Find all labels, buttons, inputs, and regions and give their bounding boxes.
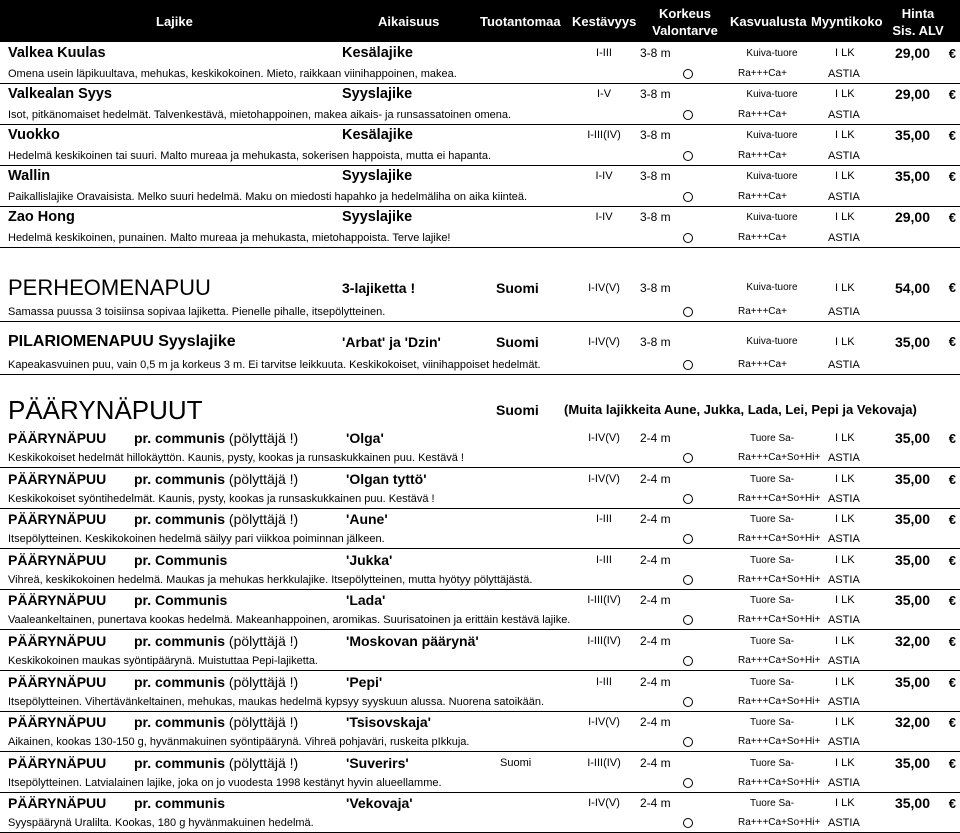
- container-type: ASTIA: [828, 776, 860, 789]
- hardiness-zone: I-III(IV): [587, 756, 621, 769]
- light-requirement-circle-icon: [683, 818, 693, 828]
- sale-size: I LK: [835, 553, 855, 566]
- tree-height: 3-8 m: [640, 169, 671, 183]
- fertilizer-code: Ra+++Ca+So+Hi+: [738, 736, 821, 748]
- origin-country: Suomi: [500, 756, 532, 769]
- pear-row: [0, 469, 960, 490]
- description-row: [0, 773, 960, 793]
- soil-type: Kuiva-tuore: [746, 212, 798, 223]
- species-latin: pr. communis: [134, 673, 226, 690]
- pear-row: [0, 550, 960, 571]
- price: 29,00: [894, 45, 930, 61]
- cultivar-name: 'Tsisovskaja': [346, 714, 432, 731]
- euro-sign: €: [948, 46, 956, 61]
- container-type: ASTIA: [828, 817, 860, 830]
- hardiness-zone: I-III(IV): [587, 129, 621, 141]
- price: 35,00: [894, 511, 930, 528]
- origin-country: Suomi: [496, 334, 539, 350]
- pollinator-note: (pölyttäjä !): [225, 430, 299, 446]
- container-type: ASTIA: [828, 655, 860, 667]
- cultivar-name: 'Pepi': [346, 673, 383, 690]
- soil-type: Tuore Sa-: [749, 595, 795, 607]
- header-korkeus: Korkeus: [658, 6, 712, 21]
- description: Omena usein läpikuultava, mehukas, keskikokoinen. Mieto, raikkaan viinihappoinen, makea.: [8, 68, 457, 80]
- light-requirement-circle-icon: [683, 69, 693, 79]
- tree-height: 3-8 m: [640, 281, 671, 295]
- description: Vaaleankeltainen, punertava kookas hedelmä. Makeanhappoinen, aromikas. Suurisatoinen ja erittäin kestävä lajike.: [8, 614, 571, 627]
- soil-type: Tuore Sa-: [749, 514, 795, 526]
- hardiness-zone: I-IV(V): [588, 797, 620, 810]
- light-requirement-circle-icon: [683, 697, 693, 707]
- hardiness-zone: I-IV(V): [588, 472, 620, 485]
- price: 32,00: [894, 714, 930, 731]
- description-row: [0, 610, 960, 630]
- pear-row: [0, 793, 960, 814]
- hardiness-zone: I-III: [596, 513, 612, 526]
- container-type: ASTIA: [828, 695, 860, 708]
- soil-type: Kuiva-tuore: [746, 282, 798, 293]
- pollinator-note: (pölyttäjä !): [225, 633, 299, 649]
- light-requirement-circle-icon: [683, 151, 693, 161]
- species-latin: pr. communis: [134, 470, 226, 487]
- cultivar-name: 'Vekovaja': [346, 795, 413, 812]
- tree-type: PÄÄRYNÄPUU: [8, 795, 107, 812]
- species-name: [134, 590, 227, 611]
- price: 35,00: [894, 168, 930, 184]
- species-name: [134, 712, 298, 733]
- species-name: [134, 631, 298, 652]
- sale-size: I LK: [835, 756, 855, 769]
- tree-height: 2-4 m: [640, 715, 671, 730]
- table-header: [0, 0, 960, 42]
- pear-row: [0, 509, 960, 530]
- hardiness-zone: I-III(IV): [587, 594, 621, 607]
- fertilizer-code: Ra+++Ca+: [738, 109, 787, 120]
- sale-size: I LK: [835, 336, 855, 348]
- container-type: ASTIA: [828, 573, 860, 586]
- description: Samassa puussa 3 toisiinsa sopivaa lajiketta. Pienelle pihalle, itsepölytteinen.: [8, 306, 386, 318]
- euro-sign: €: [948, 87, 956, 102]
- euro-sign: €: [948, 715, 956, 731]
- light-requirement-circle-icon: [683, 575, 693, 585]
- container-type: ASTIA: [828, 150, 860, 162]
- species-latin: pr. communis: [134, 511, 226, 528]
- pollinator-note: (pölyttäjä !): [225, 754, 299, 771]
- header-kestavyys: Kestävyys: [572, 14, 637, 29]
- price: 29,00: [894, 86, 930, 102]
- tree-height: 2-4 m: [640, 471, 671, 486]
- description: Kapeakasvuinen puu, vain 0,5 m ja korkeus 3 m. Ei tarvitse leikkuuta. Keskikokoiset, viinihappoiset hedelmät.: [8, 359, 541, 371]
- light-requirement-circle-icon: [683, 737, 693, 747]
- description-row: [0, 570, 960, 590]
- variety-name: Vuokko: [8, 127, 60, 143]
- soil-type: Tuore Sa-: [749, 757, 795, 769]
- light-requirement-circle-icon: [683, 453, 693, 463]
- price: 35,00: [894, 430, 930, 446]
- season-type: Syyslajike: [342, 168, 413, 184]
- species-latin: pr. communis: [134, 714, 226, 731]
- sale-size: I LK: [835, 716, 855, 729]
- species-latin: pr. communis: [134, 633, 226, 649]
- section-title: PÄÄRYNÄPUUT: [8, 395, 203, 425]
- fertilizer-code: Ra+++Ca+: [738, 232, 787, 243]
- price: 29,00: [894, 209, 930, 225]
- tree-height: 2-4 m: [640, 512, 671, 527]
- season-type: Kesälajike: [342, 45, 413, 61]
- header-tuotantomaa: Tuotantomaa: [480, 14, 561, 29]
- pollinator-note: (pölyttäjä !): [225, 470, 299, 487]
- description-row: [0, 187, 960, 207]
- euro-sign: €: [948, 210, 956, 225]
- price: 35,00: [894, 551, 930, 568]
- euro-sign: €: [948, 512, 956, 528]
- fertilizer-code: Ra+++Ca+: [738, 150, 787, 161]
- tree-height: 2-4 m: [640, 593, 671, 608]
- species-name: [134, 672, 298, 693]
- description-row: [0, 813, 960, 833]
- species-latin: pr. Communis: [134, 592, 228, 609]
- price: 32,00: [894, 633, 930, 649]
- tree-type: PÄÄRYNÄPUU: [8, 633, 107, 649]
- light-requirement-circle-icon: [683, 192, 693, 202]
- tree-type: PÄÄRYNÄPUU: [8, 714, 107, 731]
- soil-type: Tuore Sa-: [749, 554, 795, 566]
- tree-type: PÄÄRYNÄPUU: [8, 430, 107, 446]
- description: Syyspäärynä Uralilta. Kookas, 180 g hyvänmakuinen hedelmä.: [8, 817, 314, 830]
- description: Keskikokoinen maukas syöntipäärynä. Muistuttaa Pepi-lajiketta.: [8, 655, 318, 667]
- light-requirement-circle-icon: [683, 656, 693, 666]
- container-type: ASTIA: [828, 492, 860, 505]
- euro-sign: €: [948, 634, 956, 649]
- hardiness-zone: I-IV(V): [588, 336, 620, 348]
- apple-row: [0, 207, 960, 228]
- species-name: [134, 428, 298, 449]
- sale-size: I LK: [835, 129, 855, 141]
- fertilizer-code: Ra+++Ca+: [738, 359, 787, 370]
- origin-country: Suomi: [496, 402, 539, 418]
- euro-sign: €: [948, 755, 956, 771]
- tree-height: 3-8 m: [640, 87, 671, 101]
- apple-row: [0, 43, 960, 64]
- soil-type: Kuiva-tuore: [746, 130, 798, 141]
- light-requirement-circle-icon: [683, 233, 693, 243]
- price: 35,00: [894, 592, 930, 609]
- pear-row: [0, 631, 960, 652]
- price: 54,00: [894, 280, 930, 296]
- light-requirement-circle-icon: [683, 307, 693, 317]
- pear-row: [0, 428, 960, 449]
- light-requirement-circle-icon: [683, 778, 693, 788]
- sale-size: I LK: [835, 170, 855, 182]
- hardiness-zone: I-III: [596, 553, 612, 566]
- description-row: [0, 64, 960, 84]
- fertilizer-code: Ra+++Ca+So+Hi+: [738, 492, 821, 504]
- euro-sign: €: [948, 471, 956, 487]
- euro-sign: €: [948, 593, 956, 609]
- description-row: [0, 105, 960, 125]
- season-type: Syyslajike: [342, 86, 413, 102]
- cultivar-name: 'Suverirs': [346, 754, 409, 771]
- header-myyntikoko: Myyntikoko: [811, 14, 883, 29]
- light-requirement-circle-icon: [683, 110, 693, 120]
- hardiness-zone: I-IV(V): [588, 282, 620, 294]
- tree-type: PÄÄRYNÄPUU: [8, 470, 107, 487]
- apple-row: [0, 125, 960, 146]
- euro-sign: €: [948, 431, 956, 446]
- description: Paikallislajike Oravaisista. Melko suuri hedelmä. Maku on miedosti hapahko ja hedelmäliha on aika kiinteä.: [8, 191, 528, 203]
- fertilizer-code: Ra+++Ca+So+Hi+: [738, 655, 821, 666]
- species-name: [134, 469, 298, 490]
- tree-type: PÄÄRYNÄPUU: [8, 754, 107, 771]
- variety-name: Valkealan Syys: [8, 86, 112, 102]
- other-varieties-note: (Muita lajikkeita Aune, Jukka, Lada, Lei, Pepi ja Vekovaja): [564, 402, 917, 417]
- origin-country: Suomi: [496, 280, 539, 296]
- soil-type: Tuore Sa-: [749, 717, 795, 729]
- tree-type: PÄÄRYNÄPUU: [8, 551, 107, 568]
- price: 35,00: [894, 127, 930, 143]
- soil-type: Tuore Sa-: [749, 433, 795, 444]
- light-requirement-circle-icon: [683, 615, 693, 625]
- description-row: [0, 146, 960, 166]
- pear-row: [0, 753, 960, 774]
- description-row: [0, 228, 960, 248]
- description: Keskikokoiset hedelmät hillokäyttön. Kaunis, pysty, kookas ja runsaskukkainen puu. Kestävä !: [8, 452, 464, 464]
- column-apple-row: [0, 330, 960, 354]
- hardiness-zone: I-III(IV): [587, 635, 621, 647]
- header-hinta: Hinta: [901, 6, 935, 21]
- tree-height: 3-8 m: [640, 46, 671, 60]
- sale-size: I LK: [835, 211, 855, 223]
- container-type: ASTIA: [828, 359, 860, 371]
- sale-size: I LK: [835, 88, 855, 100]
- species-latin: pr. Communis: [134, 551, 228, 568]
- price: 35,00: [894, 795, 930, 812]
- header-valontarve: Valontarve: [652, 23, 718, 38]
- description-row: [0, 692, 960, 712]
- variety-name: Valkea Kuulas: [8, 45, 106, 61]
- tree-height: 2-4 m: [640, 755, 671, 770]
- euro-sign: €: [948, 169, 956, 184]
- tree-type: PÄÄRYNÄPUU: [8, 673, 107, 690]
- cultivar-name: 'Aune': [346, 511, 388, 528]
- pollinator-note: (pölyttäjä !): [225, 673, 299, 690]
- tree-type: PÄÄRYNÄPUU: [8, 511, 107, 528]
- header-kasvualusta: Kasvualusta: [730, 14, 807, 29]
- header-aikaisuus: Aikaisuus: [378, 14, 440, 29]
- soil-type: Kuiva-tuore: [746, 336, 798, 347]
- light-requirement-circle-icon: [683, 534, 693, 544]
- cultivar-name: 'Jukka': [346, 551, 393, 568]
- soil-type: Tuore Sa-: [749, 636, 795, 647]
- season-type: 'Arbat' ja 'Dzin': [342, 334, 441, 350]
- description-row: [0, 302, 960, 322]
- pear-row: [0, 672, 960, 693]
- species-latin: pr. communis: [134, 754, 226, 771]
- container-type: ASTIA: [828, 306, 860, 318]
- fertilizer-code: Ra+++Ca+So+Hi+: [738, 452, 821, 463]
- sale-size: I LK: [835, 472, 855, 485]
- description: Itsepölytteinen. Vihertävänkeltainen, mehukas, maukas hedelmä kypsyy syyskuun alussa. Nuorena satoikään.: [8, 695, 545, 708]
- fertilizer-code: Ra+++Ca+: [738, 306, 787, 317]
- euro-sign: €: [948, 280, 956, 295]
- description-row: [0, 448, 960, 468]
- container-type: ASTIA: [828, 232, 860, 244]
- header-sis-alv: Sis. ALV: [892, 23, 944, 38]
- container-type: ASTIA: [828, 736, 860, 749]
- soil-type: Tuore Sa-: [749, 798, 795, 810]
- cultivar-name: 'Olga': [346, 430, 384, 446]
- euro-sign: €: [948, 552, 956, 568]
- price: 35,00: [894, 754, 930, 771]
- price: 35,00: [894, 470, 930, 487]
- hardiness-zone: I-IV: [595, 211, 613, 223]
- fertilizer-code: Ra+++Ca+: [738, 191, 787, 202]
- tree-height: 3-8 m: [640, 128, 671, 142]
- euro-sign: €: [948, 796, 956, 812]
- tree-height: 2-4 m: [640, 796, 671, 811]
- tree-height: 2-4 m: [640, 674, 671, 689]
- tree-height: 2-4 m: [640, 634, 671, 648]
- description-row: [0, 732, 960, 752]
- sale-size: I LK: [835, 635, 855, 647]
- description-row: [0, 355, 960, 375]
- season-type: Kesälajike: [342, 127, 413, 143]
- variety-name: PERHEOMENAPUU: [8, 275, 211, 300]
- price: 35,00: [894, 673, 930, 690]
- fertilizer-code: Ra+++Ca+So+Hi+: [738, 776, 821, 788]
- fertilizer-code: Ra+++Ca+So+Hi+: [738, 817, 821, 829]
- cultivar-name: 'Lada': [346, 592, 386, 609]
- fertilizer-code: Ra+++Ca+So+Hi+: [738, 695, 821, 707]
- soil-type: Tuore Sa-: [749, 473, 795, 485]
- description-row: [0, 529, 960, 549]
- container-type: ASTIA: [828, 68, 860, 80]
- tree-height: 3-8 m: [640, 210, 671, 224]
- sale-size: I LK: [835, 47, 855, 59]
- sale-size: I LK: [835, 432, 855, 444]
- apple-row: [0, 166, 960, 187]
- tree-height: 3-8 m: [640, 335, 671, 349]
- sale-size: I LK: [835, 513, 855, 526]
- sale-size: I LK: [835, 797, 855, 810]
- euro-sign: €: [948, 334, 956, 349]
- pear-row: [0, 712, 960, 733]
- fertilizer-code: Ra+++Ca+So+Hi+: [738, 533, 821, 545]
- season-type: 3-lajiketta !: [342, 280, 416, 296]
- soil-type: Kuiva-tuore: [746, 89, 798, 100]
- tree-height: 2-4 m: [640, 552, 671, 567]
- hardiness-zone: I-V: [596, 88, 612, 100]
- variety-name: Wallin: [8, 168, 51, 184]
- header-lajike: Lajike: [156, 14, 193, 29]
- container-type: ASTIA: [828, 533, 860, 546]
- price: 35,00: [894, 334, 930, 350]
- tree-height: 2-4 m: [640, 431, 671, 445]
- hardiness-zone: I-III: [596, 675, 612, 688]
- container-type: ASTIA: [828, 109, 860, 121]
- sale-size: I LK: [835, 282, 855, 294]
- description: Itsepölytteinen. Latvialainen lajike, joka on jo vuodesta 1998 kestänyt hyvin alueellamme.: [8, 776, 442, 789]
- description: Hedelmä keskikoinen tai suuri. Malto mureaa ja mehukasta, sokerisen happoista, mutta ei hapanta.: [8, 150, 492, 162]
- hardiness-zone: I-IV(V): [588, 716, 620, 729]
- hardiness-zone: I-IV(V): [588, 432, 620, 444]
- pollinator-note: (pölyttäjä !): [225, 714, 299, 731]
- season-type: Syyslajike: [342, 209, 413, 225]
- soil-type: Kuiva-tuore: [746, 48, 798, 59]
- container-type: ASTIA: [828, 452, 860, 464]
- species-name: [134, 509, 298, 530]
- description: Isot, pitkänomaiset hedelmät. Talvenkestävä, mietohappoinen, makea aikais- ja runsassatoinen omena.: [8, 109, 512, 121]
- light-requirement-circle-icon: [683, 360, 693, 370]
- description: Itsepölytteinen. Keskikokoinen hedelmä säilyy pari viikkoa poiminnan jälkeen.: [8, 533, 385, 546]
- variety-name: PILARIOMENAPUU Syyslajike: [8, 333, 236, 350]
- euro-sign: €: [948, 128, 956, 143]
- description: Keskikokoiset syöntihedelmät. Kaunis, pysty, kookas ja runsaskukkainen puu. Kestävä !: [8, 492, 435, 505]
- fertilizer-code: Ra+++Ca+: [738, 68, 787, 79]
- description-row: [0, 489, 960, 509]
- description: Aikainen, kookas 130-150 g, hyvänmakuinen syöntipäärynä. Vihreä pohjaväri, ruskeita pIkkuja.: [8, 736, 470, 749]
- soil-type: Kuiva-tuore: [746, 171, 798, 182]
- pear-section-header: [0, 392, 960, 428]
- pollinator-note: (pölyttäjä !): [225, 511, 299, 528]
- hardiness-zone: I-III: [596, 47, 612, 59]
- variety-name: Zao Hong: [8, 209, 75, 225]
- fertilizer-code: Ra+++Ca+So+Hi+: [738, 573, 821, 585]
- euro-sign: €: [948, 674, 956, 690]
- container-type: ASTIA: [828, 191, 860, 203]
- species-latin: pr. communis: [134, 795, 226, 812]
- sale-size: I LK: [835, 594, 855, 607]
- cultivar-name: 'Olgan tyttö': [346, 470, 427, 487]
- light-requirement-circle-icon: [683, 494, 693, 504]
- species-name: [134, 793, 225, 814]
- tree-type: PÄÄRYNÄPUU: [8, 592, 107, 609]
- species-name: [134, 550, 227, 571]
- fertilizer-code: Ra+++Ca+So+Hi+: [738, 614, 821, 626]
- sale-size: I LK: [835, 675, 855, 688]
- cultivar-name: 'Moskovan päärynä': [346, 633, 479, 649]
- description: Hedelmä keskikoinen, punainen. Malto mureaa ja mehukasta, mietohappoista. Terve lajike!: [8, 232, 451, 244]
- hardiness-zone: I-IV: [595, 170, 613, 182]
- soil-type: Tuore Sa-: [749, 676, 795, 688]
- species-name: [134, 753, 298, 774]
- container-type: ASTIA: [828, 614, 860, 627]
- description: Vihreä, keskikokoinen hedelmä. Maukas ja mehukas herkkulajike. Itsepölytteinen, mutta hyötyy pölyttäjästä.: [8, 573, 533, 586]
- species-latin: pr. communis: [134, 430, 226, 446]
- family-apple-row: [0, 272, 960, 304]
- apple-row: [0, 84, 960, 105]
- description-row: [0, 651, 960, 671]
- pear-row: [0, 590, 960, 611]
